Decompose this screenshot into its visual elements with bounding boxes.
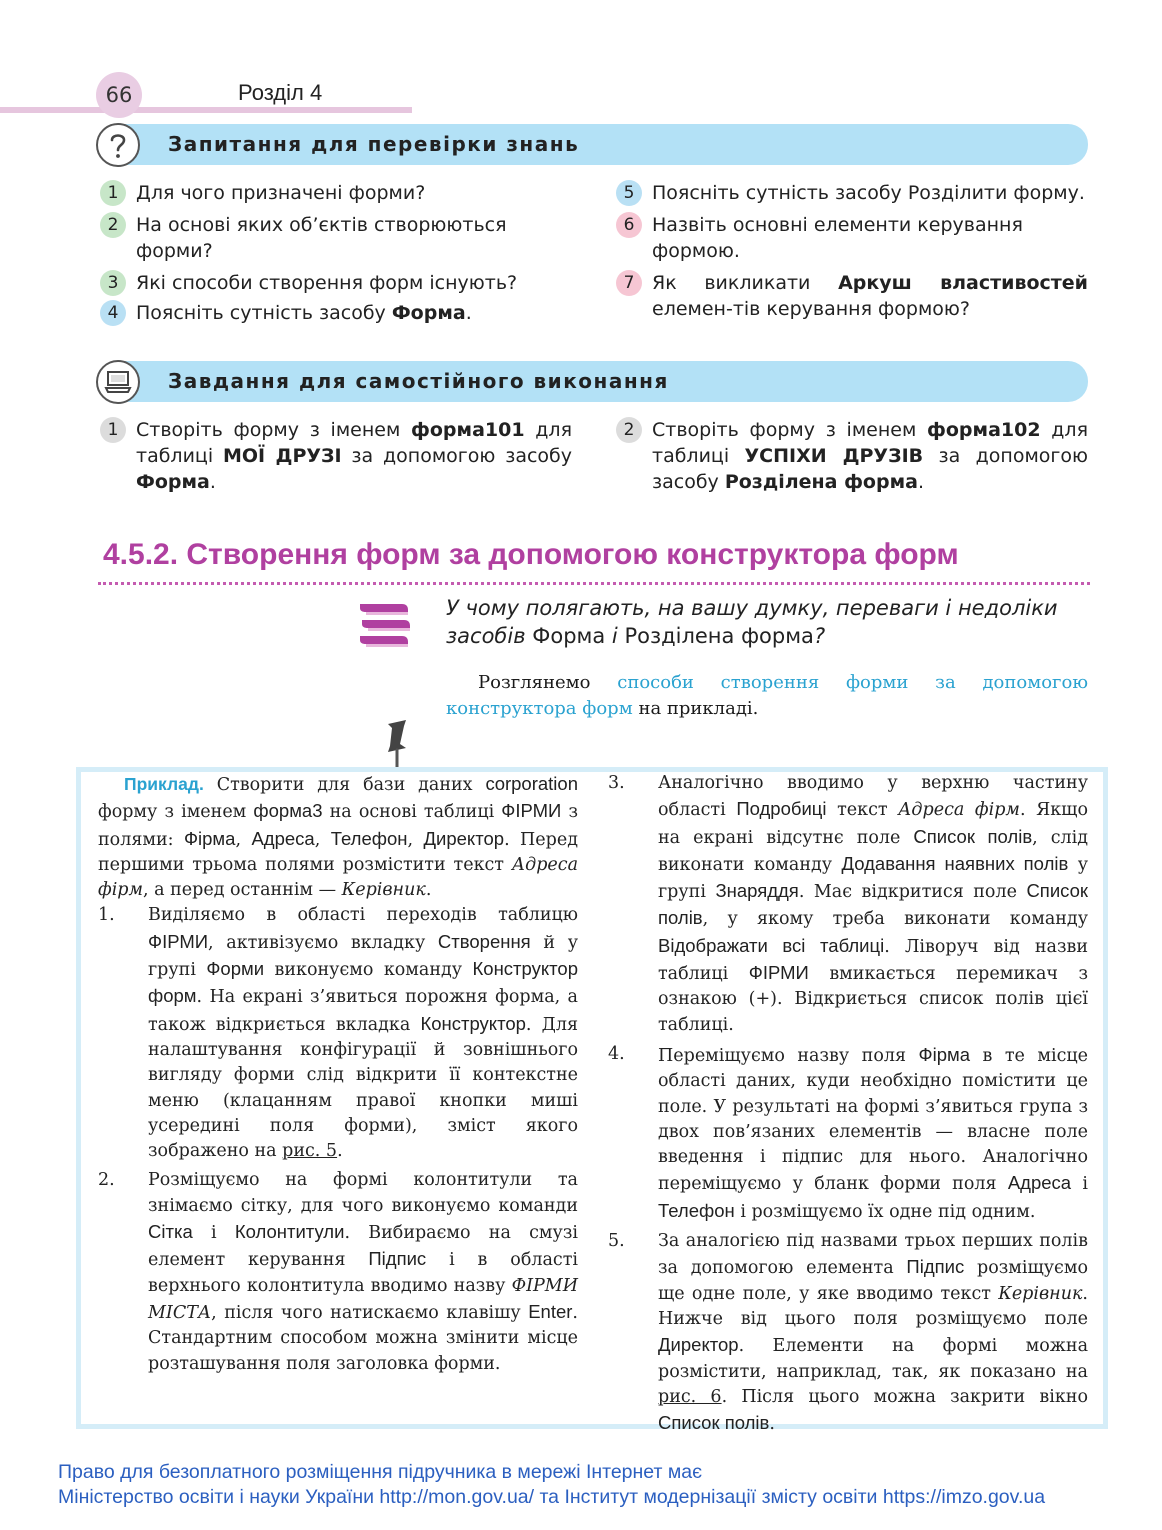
list-item [100,417,572,495]
item-number: 3 [100,270,126,296]
list-item [100,270,530,296]
step-number: 1. [98,905,115,926]
step-text: Аналогічно вводимо у верхню частину області Подробиці текст Адреса фірм. Якщо на екрані відсутнє поле Список полів, слід виконати команду Додавання наявних полів у групі Знаряддя. Має відкритися поле Список полів, у якому треба виконати команду Відображати всі таблиці. Ліворуч від назви таблиці ФІРМИ вмикається перемикач з ознакою (+). Відкриється список полів цієї таблиці. [658,773,1089,1035]
step-item [98,903,578,1164]
section-label: Розділ 4 [238,80,323,105]
step-text: Виділяємо в області переходів таблицю ФІРМИ, активізуємо вкладку Створення й у групі Форми виконуємо команду Конструктор форм. На екрані з’явиться порожня форма, а також відкриється вкладка Конструктор. Для налаштування конфігурації й зовнішнього вигляду форми слід відкрити її контекстне меню (клацанням правої кнопки миші усередині поля форми), зміст якого зображено на рис. 5. [148,905,578,1162]
questions-col-left [100,180,530,326]
footer-notice [58,1460,1045,1510]
item-number: 1 [100,417,126,443]
reflection-question: У чому полягають, на вашу думку, переваги і недоліки засобів Форма і Розділена форма? [446,596,1058,648]
step-number: 3. [608,773,625,793]
example-col-right [608,771,1088,1441]
item-number: 7 [616,270,642,296]
item-text: На основі яких об’єктів створюються форми? [136,214,507,262]
task-col-right [616,417,1088,495]
intro-paragraph: Розглянемо способи створення форми за допомогою конструктора форм на прикладі. [446,672,1088,719]
questions-col-right [616,180,1088,322]
example-label: Приклад. [124,774,204,794]
step-text: Переміщуємо назву поля Фірма в те місце області даних, куди необхідно помістити це поле. У результаті на формі з’явиться група з двох пов’язаних елементів — власне поле введення і підпис для нього. Аналогічно переміщуємо у бланк форми поля Адреса і Телефон і розміщуємо їх одне під одним. [658,1043,1089,1222]
step-item [98,1168,578,1376]
footer-line-1: Право для безоплатного розміщення підручника в мережі Інтернет має [58,1461,703,1483]
item-text: Для чого призначені форми? [136,182,426,204]
item-number: 5 [616,180,642,206]
item-text: Як викликати Аркуш властивостей елемен-тів керування формою? [652,272,1088,320]
footer-line-2: Міністерство освіти і науки України http://mon.gov.ua/ та Інститут модернізації змісту освіти https://imzo.gov.ua [58,1486,1046,1508]
example-col-left [98,771,578,1381]
example-lead [98,771,578,903]
questions-title: Запитання для перевірки знань [168,132,580,156]
header-rule [0,107,412,113]
list-item [100,300,530,326]
step-number: 5. [608,1231,625,1252]
step-item [608,1042,1088,1225]
step-item [608,1229,1088,1437]
item-text: Назвіть основні елементи керування формою. [652,214,1023,262]
item-number: 2 [616,417,642,443]
step-text: За аналогією під назвами трьох перших полів за допомогою елемента Підпис розміщуємо ще одне поле, у яке вводимо текст Керівник. Нижче від цього поля розміщуємо поле Директор. Елементи на формі можна розмістити, наприклад, так, як показано на рис. 6. Після цього можна закрити вікно Список полів. [658,1231,1088,1435]
page-number: 66 [96,72,142,118]
example-task: Створити для бази даних corporation форму з іменем форма3 на основі таблиці ФІРМИ з полями: Фірма, Адреса, Телефон, Директор. Перед першими трьома полями розмістити текст Адреса фірм, а перед останнім — Керівник. [98,773,579,901]
item-number: 4 [100,300,126,326]
heading-divider [98,582,1090,585]
task-col-left [100,417,572,495]
item-text: Які способи створення форм існують? [136,272,518,294]
books-icon [356,596,412,656]
item-number: 1 [100,180,126,206]
question-mark-icon [96,123,140,167]
pushpin-icon [380,718,420,774]
computer-icon [96,360,140,404]
step-text: Розміщуємо на формі колонтитули та знімаємо сітку, для чого виконуємо команди Сітка і Колонтитули. Вибираємо на смузі елемент керування Підпис і в області верхнього колонтитула вводимо назву ФІРМИ МІСТА, після чого натискаємо клавішу Enter. Стандартним способом можна змінити місце розташування поля заголовка форми. [148,1170,579,1374]
item-text: Створіть форму з іменем форма102 для таблиці УСПІХИ ДРУЗІВ за допомогою засобу Розділена форма. [652,419,1089,493]
section-heading: 4.5.2. Створення форм за допомогою конструктора форм [103,538,959,571]
list-item [616,212,1088,264]
list-item [616,417,1088,495]
list-item [100,180,530,206]
tasks-title: Завдання для самостійного виконання [168,369,669,393]
step-item [608,771,1088,1038]
item-number: 6 [616,212,642,238]
list-item [100,212,530,264]
item-text: Поясніть сутність засобу Розділити форму. [652,182,1085,204]
list-item [616,270,1088,322]
step-number: 4. [608,1043,625,1064]
item-text: Створіть форму з іменем форма101 для таблиці МОЇ ДРУЗІ за допомогою засобу Форма. [136,419,573,493]
step-number: 2. [98,1170,115,1191]
list-item [616,180,1088,206]
item-text: Поясніть сутність засобу Форма. [136,302,472,324]
item-number: 2 [100,212,126,238]
